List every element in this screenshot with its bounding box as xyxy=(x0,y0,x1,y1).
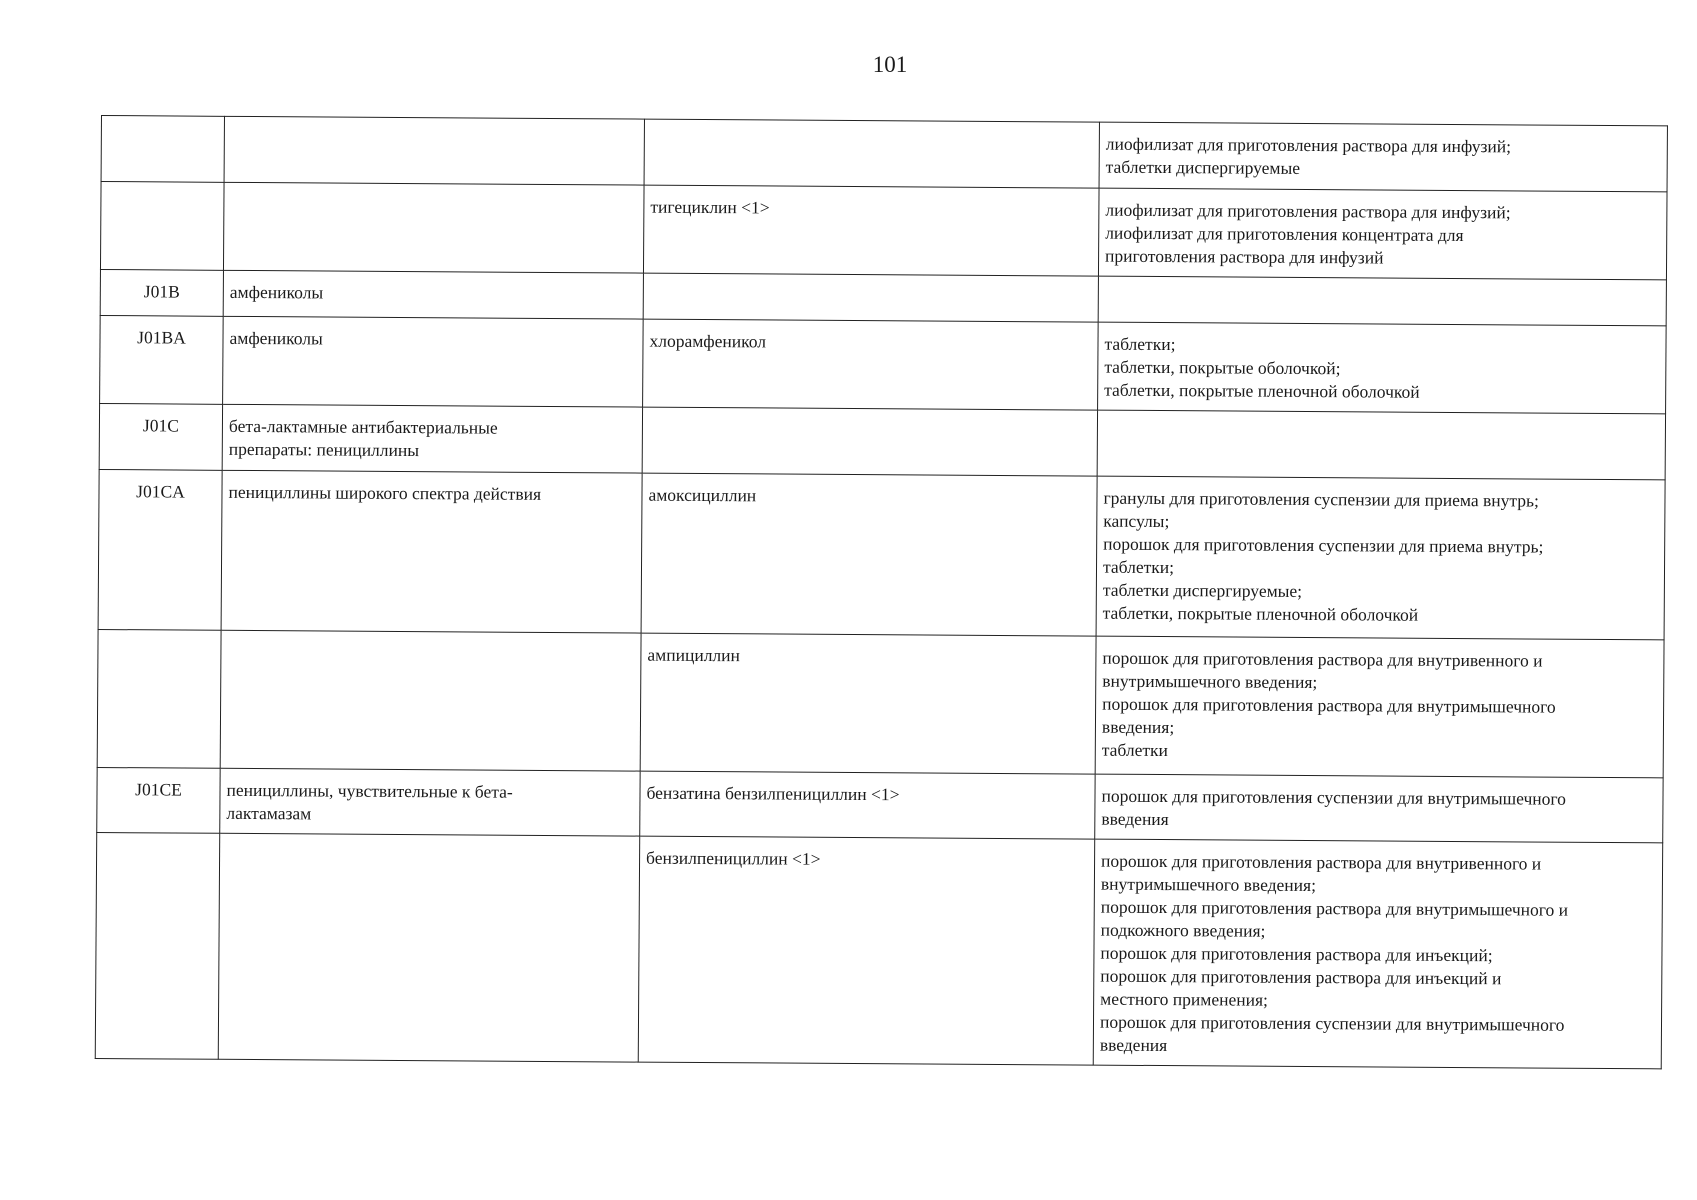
table-row xyxy=(95,832,1662,1068)
group-cell xyxy=(224,116,644,185)
forms-cell xyxy=(1098,188,1667,280)
drug-cell xyxy=(644,119,1099,188)
table-body xyxy=(95,116,1667,1069)
forms-cell xyxy=(1099,122,1667,192)
drug-table xyxy=(95,115,1668,1069)
atc-code-cell xyxy=(98,469,222,630)
forms-cell xyxy=(1098,276,1666,326)
dosage-forms: гранулы для приготовления суспензии для приема внутрь; капсулы; порошок для приготовления суспензии для приема внутрь; таблетки; таблетки диспергируемые; таблетки, покрытые пленочной оболочкой xyxy=(1102,487,1544,625)
pharmacological-group: амфениколы xyxy=(229,327,323,349)
group-cell xyxy=(223,182,644,273)
table-row xyxy=(97,767,1663,842)
forms-cell xyxy=(1095,774,1663,843)
atc-code-cell xyxy=(101,116,224,183)
dosage-forms: порошок для приготовления раствора для внутривенного и внутримышечного введения; порошок для приготовления раствора для внутримышечного введения; таблетки xyxy=(1101,647,1556,761)
atc-code-cell xyxy=(100,182,224,271)
drug-name: тигециклин <1> xyxy=(650,196,770,218)
pharmacological-group: амфениколы xyxy=(229,281,324,303)
forms-cell xyxy=(1097,410,1665,480)
dosage-forms: порошок для приготовления раствора для внутривенного и внутримышечного введения; порошок для приготовления раствора для внутримышечного и подкожного введения; порошок для приготовления раствора для инъекций; порошок для приготовления раствора для инъекций и местного применения; порошок для приготовления суспензии для внутримышечного введения xyxy=(1099,850,1569,1056)
drug-cell xyxy=(640,633,1096,774)
table-row xyxy=(100,315,1667,413)
table-row xyxy=(97,629,1664,777)
pharmacological-group: пенициллины широкого спектра действия xyxy=(228,481,542,504)
drug-cell xyxy=(643,185,1099,276)
drug-cell xyxy=(638,836,1094,1065)
drug-cell xyxy=(642,407,1097,476)
group-cell xyxy=(218,833,639,1062)
group-cell xyxy=(222,404,642,473)
table-row xyxy=(100,182,1667,280)
atc-code: J01CE xyxy=(135,779,182,800)
atc-code-cell xyxy=(99,403,222,470)
atc-code-cell xyxy=(97,629,221,768)
drug-name: бензатина бензилпенициллин <1> xyxy=(646,782,900,805)
group-cell xyxy=(221,470,642,633)
atc-code-cell xyxy=(100,315,224,404)
drug-cell xyxy=(640,771,1095,839)
forms-cell xyxy=(1098,322,1667,414)
drug-name: амоксициллин xyxy=(648,484,757,506)
drug-cell xyxy=(643,273,1098,322)
group-cell xyxy=(223,316,644,407)
table-row xyxy=(101,116,1667,192)
group-cell xyxy=(220,768,640,836)
pharmacological-group: бета-лактамные антибактериальные препараты: пенициллины xyxy=(228,415,498,461)
atc-code: J01BA xyxy=(137,327,186,348)
atc-code: J01C xyxy=(142,415,179,436)
group-cell xyxy=(223,270,643,319)
atc-code-cell xyxy=(95,832,219,1059)
atc-code: J01B xyxy=(143,281,180,302)
table-row xyxy=(98,469,1665,639)
atc-code-cell xyxy=(100,269,223,316)
dosage-forms: порошок для приготовления суспензии для внутримышечного введения xyxy=(1101,785,1566,830)
dosage-forms: лиофилизат для приготовления раствора для инфузий; лиофилизат для приготовления концентрата для приготовления раствора для инфузий xyxy=(1105,199,1511,268)
forms-cell xyxy=(1095,636,1664,778)
drug-cell xyxy=(641,473,1097,636)
forms-cell xyxy=(1093,839,1662,1069)
drug-name: хлорамфеникол xyxy=(649,330,767,352)
pharmacological-group: пенициллины, чувствительные к бета- лактамазам xyxy=(226,779,513,824)
atc-code-cell xyxy=(97,767,220,833)
drug-cell xyxy=(643,319,1099,410)
group-cell xyxy=(220,630,641,771)
forms-cell xyxy=(1096,476,1665,640)
page-number: 101 xyxy=(872,52,908,77)
dosage-forms: таблетки; таблетки, покрытые оболочкой; таблетки, покрытые пленочной оболочкой xyxy=(1104,333,1420,402)
drug-name: ампициллин xyxy=(647,644,740,666)
drug-name: бензилпенициллин <1> xyxy=(646,847,821,869)
table-row xyxy=(99,403,1665,479)
atc-code: J01CA xyxy=(136,481,185,502)
dosage-forms: лиофилизат для приготовления раствора для инфузий; таблетки диспергируемые xyxy=(1105,133,1512,178)
